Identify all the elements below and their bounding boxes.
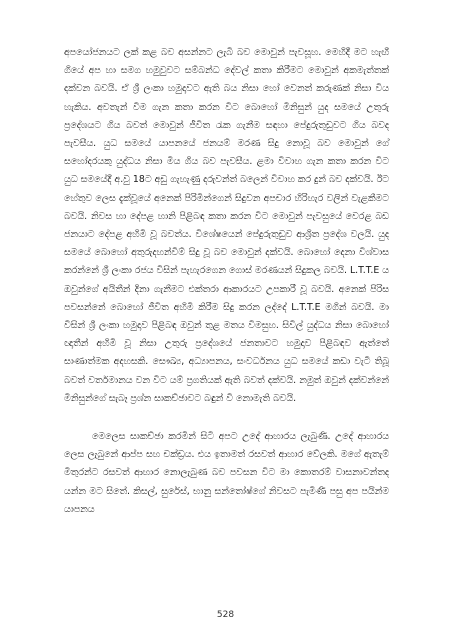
page-number: 528: [216, 610, 235, 620]
body-text: [64, 44, 389, 519]
paragraph-1: අපයෝජනයට ලක් කළ බව අසන්නට ලැබී බව මොවුන් පැවසූහ. මෙහිදී මට හැඟී ගියේ අප හා සමග හමුවුවට සම්බන්ධ දේවල් කතා කිරීමට මොවුන් අකමැත්තක් දක්වන බවයි. ඒ ශ්‍රී ලංකා හමුදාවට ඇති බය නිසා හෝ වෙනත් කරුණක් නිසා විය හැකිය. අවතැන් වීම ගැන කතා කරන විට බොහෝ මිනිසුන් යුද සමයේ උතුරු ප්‍රදේශයට ගිය බවත් මොවුන් ජීවිත රැක ගැනීම සඳහා පේදුරුතුඩුවට ගිය බවද පැවසීය. යුධ සමයේ යාපනයේ ජනයම් මරණ සිදු නොවූ බව මොවුන් ගේ සහෝදරයකු යුද්ධය නිසා මිය ගිය බව පැවසීය. ළමා විවාහ ගැන කතා කරන විට යුධ සමයේදී අ.වු 18ට අඩු ගැහැණු දරුවන්ත් බලෙන් විවාහ කර දුන් බව දක්වයි. ඊට හේතුව ලෙස දැක්වූයේ අනෙක් පිරිමින්ගෙන් සිදුවන අපචාර හිරිහැර වලින් වැළකීමට බවයි. නිවස හා දේපළ හානි පිළිබඳ කතා කරන විට මොවුන් පැවසුයේ වෙරළ බඩ ජනයාට දේපළ අහිමි වූ බවත්ය. විශේෂයෙන් පේදුරුතුඩුව ආශ්‍රිත ප්‍රදේශ වලයි. යුද සමයේ බොහෝ අතුරුදහන්වීම් සිදු වූ බව මොවුන් දක්වයි. බොහෝ දෙනා විශ්වාස කරන්නේ ශ්‍රී ලංකා රජය විසින් පැහැරගෙන ගොස් මරණයන් සිදුකල බවයි. L.T.T.E ය ඔවුන්ගේ අයිතීන් දිනා ගැනීමට එක්තරා ආකාරයට උපකාරී වූ බවයි. අනෙක් පිරිස පවසන්නේ බොහෝ ජීවිත අහිමි කිරීම සිදු කරන ලද්දේ L.T.T.E මගින් බවයි. මා විසින් ශ්‍රී ලංකා හමුදාව පිළිබඳ ඔවුන් තුළ මතය විමසුහ. සිවිල් යුද්ධය නිසා බොහෝ ඥාතීන් අහිමි වූ නිසා උතුරු ප්‍රදේශයේ ජනතාවට හමුදාව පිළිබඳව ඇත්තේ සාණාත්මක අදහසකි. සෞඛ්‍ය, අධ්‍යාපනය, සංවර්ධනය යුධ සමයේ කඩා වැටී තිබූ බවත් වර්තමානය වන විට යම් ප්‍රගතියක් ඇති බවත් දක්වයි. නමුත් ඔවුන් දක්වන්නේ මිනිසුන්ගේ සැබෑ ප්‍රශ්න සාකච්ඡාවට බඳුන් වී නොමැති බවයි.: [64, 47, 389, 404]
paragraph-2: මෙලෙස සාකච්ඡා කරමින් සිටි අපට උදේ ආහාරය ලැබුණි. උදේ ආහාරය ලෙස ලැබුනේ ආප්ප සහ චක්ඩ්‍රය. එය ඉතාමත් රසවත් ආහාර වේලකි. මගේ ඇතැම් මිතුරන්ට රසවත් ආහාර නොලැබුණ බව පවසන විට මා කොතරම් වාසනාවන්තද යන්න මට සිතේ. කිසල්, සුරේස්, භානු සන්තෝෂ්ගේ නිවසට පැමිණී පසු අප පයින්ම යාපනය: [64, 431, 389, 515]
